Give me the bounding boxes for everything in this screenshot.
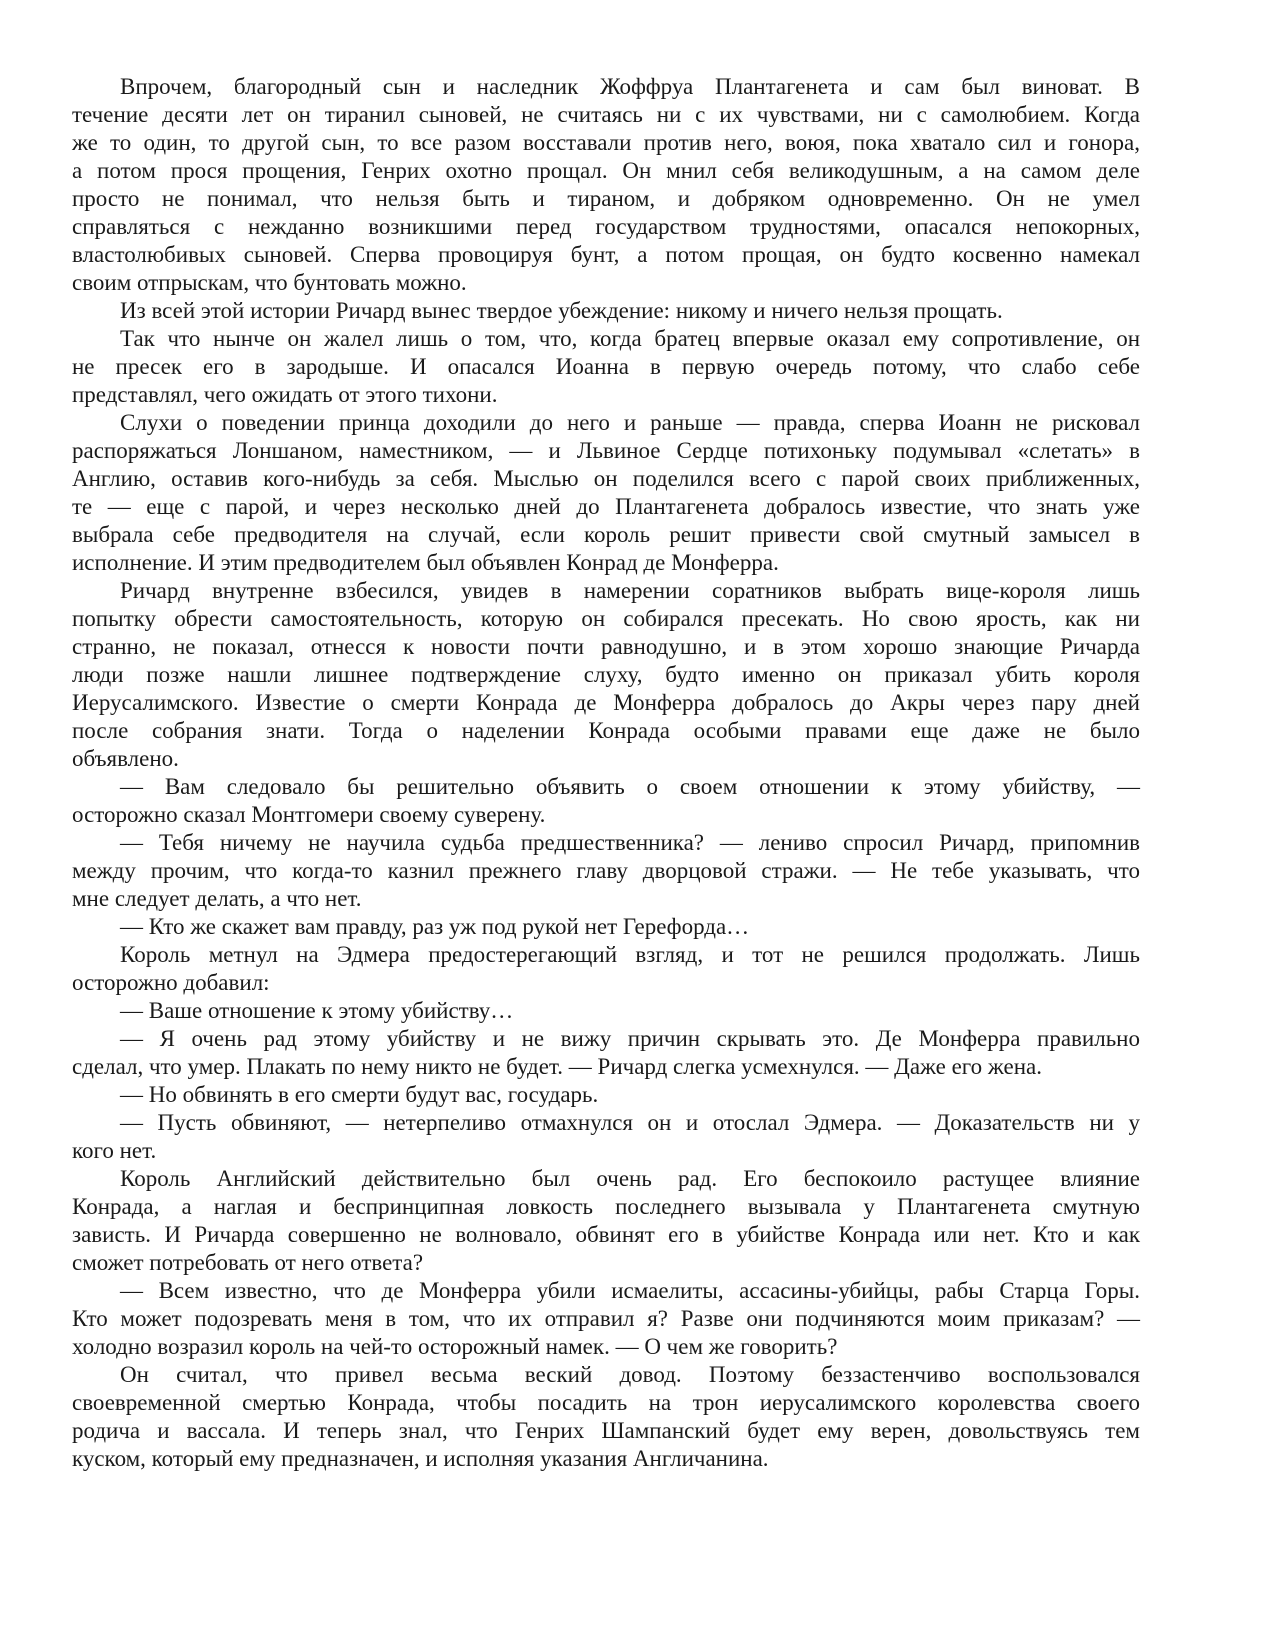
text-line: Так что нынче он жалел лишь о том, что, когда братец впервые оказал ему сопротивление, он <box>120 326 1140 351</box>
paragraph <box>72 1109 1140 1165</box>
text-line: распоряжаться Лоншаном, наместником, — и Львиное Сердце потихоньку подумывал «слетать» в <box>72 438 1140 463</box>
text-line: — Вам следовало бы решительно объявить о своем отношении к этому убийству, — <box>120 774 1140 799</box>
paragraph <box>72 577 1140 773</box>
text-line: же то один, то другой сын, то все разом восставали против него, воюя, пока хватало сил и гонора, <box>72 130 1140 155</box>
paragraph <box>72 941 1140 997</box>
paragraph <box>72 1165 1140 1277</box>
paragraph <box>72 73 1140 297</box>
text-line: Иерусалимского. Известие о смерти Конрада де Монферра добралось до Акры через пару дней <box>72 690 1140 715</box>
text-line: сделал, что умер. Плакать по нему никто не будет. — Ричард слегка усмехнулся. — Даже его жена. <box>72 1054 1042 1079</box>
paragraph <box>72 1025 1140 1081</box>
paragraph <box>72 773 1140 829</box>
paragraph <box>72 325 1140 409</box>
text-line: Кто может подозревать меня в том, что их отправил я? Разве они подчиняются моим приказам? — <box>72 1306 1140 1331</box>
text-line: — Всем известно, что де Монферра убили исмаелиты, ассасины-убийцы, рабы Старца Горы. <box>120 1278 1140 1303</box>
text-line: Король метнул на Эдмера предостерегающий взгляд, и тот не решился продолжать. Лишь <box>120 942 1140 967</box>
text-line: Король Английский действительно был очень рад. Его беспокоило растущее влияние <box>120 1166 1140 1191</box>
text-line: Он считал, что привел весьма веский довод. Поэтому беззастенчиво воспользовался <box>120 1362 1140 1387</box>
text-line: течение десяти лет он тиранил сыновей, не считаясь ни с их чувствами, ни с самолюбием. Когда <box>72 102 1140 127</box>
text-line: — Кто же скажет вам правду, раз уж под рукой нет Герефорда… <box>120 914 750 939</box>
text-line: — Но обвинять в его смерти будут вас, государь. <box>120 1082 599 1107</box>
text-line: сможет потребовать от него ответа? <box>72 1250 424 1275</box>
text-line: — Я очень рад этому убийству и не вижу причин скрывать это. Де Монферра правильно <box>120 1026 1140 1051</box>
paragraph <box>72 1277 1140 1361</box>
text-line: своевременной смертью Конрада, чтобы посадить на трон иерусалимского королевства своего <box>72 1390 1140 1415</box>
document-page <box>72 73 1140 1473</box>
text-line: осторожно добавил: <box>72 970 270 995</box>
text-line: — Тебя ничему не научила судьба предшественника? — лениво спросил Ричард, припомнив <box>120 830 1140 855</box>
text-line: своим отпрыскам, что бунтовать можно. <box>72 270 467 295</box>
paragraph <box>72 997 1140 1025</box>
text-line: осторожно сказал Монтгомери своему суверену. <box>72 802 546 827</box>
text-line: кого нет. <box>72 1138 157 1163</box>
paragraph <box>72 829 1140 913</box>
text-line: выбрала себе предводителя на случай, если король решит привести свой смутный замысел в <box>72 522 1140 547</box>
text-line: мне следует делать, а что нет. <box>72 886 362 911</box>
paragraph <box>72 913 1140 941</box>
text-line: не пресек его в зародыше. И опасался Иоанна в первую очередь потому, что слабо себе <box>72 354 1140 379</box>
text-line: попытку обрести самостоятельность, которую он собирался пресекать. Но свою ярость, как ни <box>72 606 1140 631</box>
text-line: Впрочем, благородный сын и наследник Жоффруа Плантагенета и сам был виноват. В <box>120 74 1140 99</box>
text-line: исполнение. И этим предводителем был объявлен Конрад де Монферра. <box>72 550 779 575</box>
paragraph <box>72 1081 1140 1109</box>
text-line: куском, который ему предназначен, и исполняя указания Англичанина. <box>72 1446 769 1471</box>
text-line: между прочим, что когда-то казнил прежнего главу дворцовой стражи. — Не тебе указывать, что <box>72 858 1140 883</box>
text-line: — Пусть обвиняют, — нетерпеливо отмахнулся он и отослал Эдмера. — Доказательств ни у <box>120 1110 1140 1135</box>
paragraph <box>72 297 1140 325</box>
text-line: объявлено. <box>72 746 179 771</box>
text-line: холодно возразил король на чей-то осторожный намек. — О чем же говорить? <box>72 1334 838 1359</box>
text-line: властолюбивых сыновей. Сперва провоцируя бунт, а потом прощая, он будто косвенно намекал <box>72 242 1140 267</box>
text-line: зависть. И Ричарда совершенно не волновало, обвинят его в убийстве Конрада или нет. Кто и как <box>72 1222 1140 1247</box>
text-line: Ричард внутренне взбесился, увидев в намерении соратников выбрать вице-короля лишь <box>120 578 1140 603</box>
text-line: Слухи о поведении принца доходили до него и раньше — правда, сперва Иоанн не рисковал <box>120 410 1140 435</box>
text-line: а потом прося прощения, Генрих охотно прощал. Он мнил себя великодушным, а на самом деле <box>72 158 1140 183</box>
text-line: — Ваше отношение к этому убийству… <box>120 998 514 1023</box>
text-line: представлял, чего ожидать от этого тихони. <box>72 382 498 407</box>
text-line: люди позже нашли лишнее подтверждение слуху, будто именно он приказал убить короля <box>72 662 1140 687</box>
text-line: странно, не показал, отнесся к новости почти равнодушно, и в этом хорошо знающие Ричарда <box>72 634 1140 659</box>
text-line: после собрания знати. Тогда о наделении Конрада особыми правами еще даже не было <box>72 718 1140 743</box>
text-line: те — еще с парой, и через несколько дней до Плантагенета добралось известие, что знать уже <box>72 494 1140 519</box>
text-line: просто не понимал, что нельзя быть и тираном, и добряком одновременно. Он не умел <box>72 186 1140 211</box>
text-line: Конрада, а наглая и беспринципная ловкость последнего вызывала у Плантагенета смутную <box>72 1194 1140 1219</box>
text-line: Англию, оставив кого-нибудь за себя. Мыслью он поделился всего с парой своих приближенных, <box>72 466 1140 491</box>
paragraph <box>72 409 1140 577</box>
text-line: Из всей этой истории Ричард вынес твердое убеждение: никому и ничего нельзя прощать. <box>120 298 1003 323</box>
paragraph <box>72 1361 1140 1473</box>
text-line: родича и вассала. И теперь знал, что Генрих Шампанский будет ему верен, довольствуясь тем <box>72 1418 1140 1443</box>
text-line: справляться с нежданно возникшими перед государством трудностями, опасался непокорных, <box>72 214 1140 239</box>
